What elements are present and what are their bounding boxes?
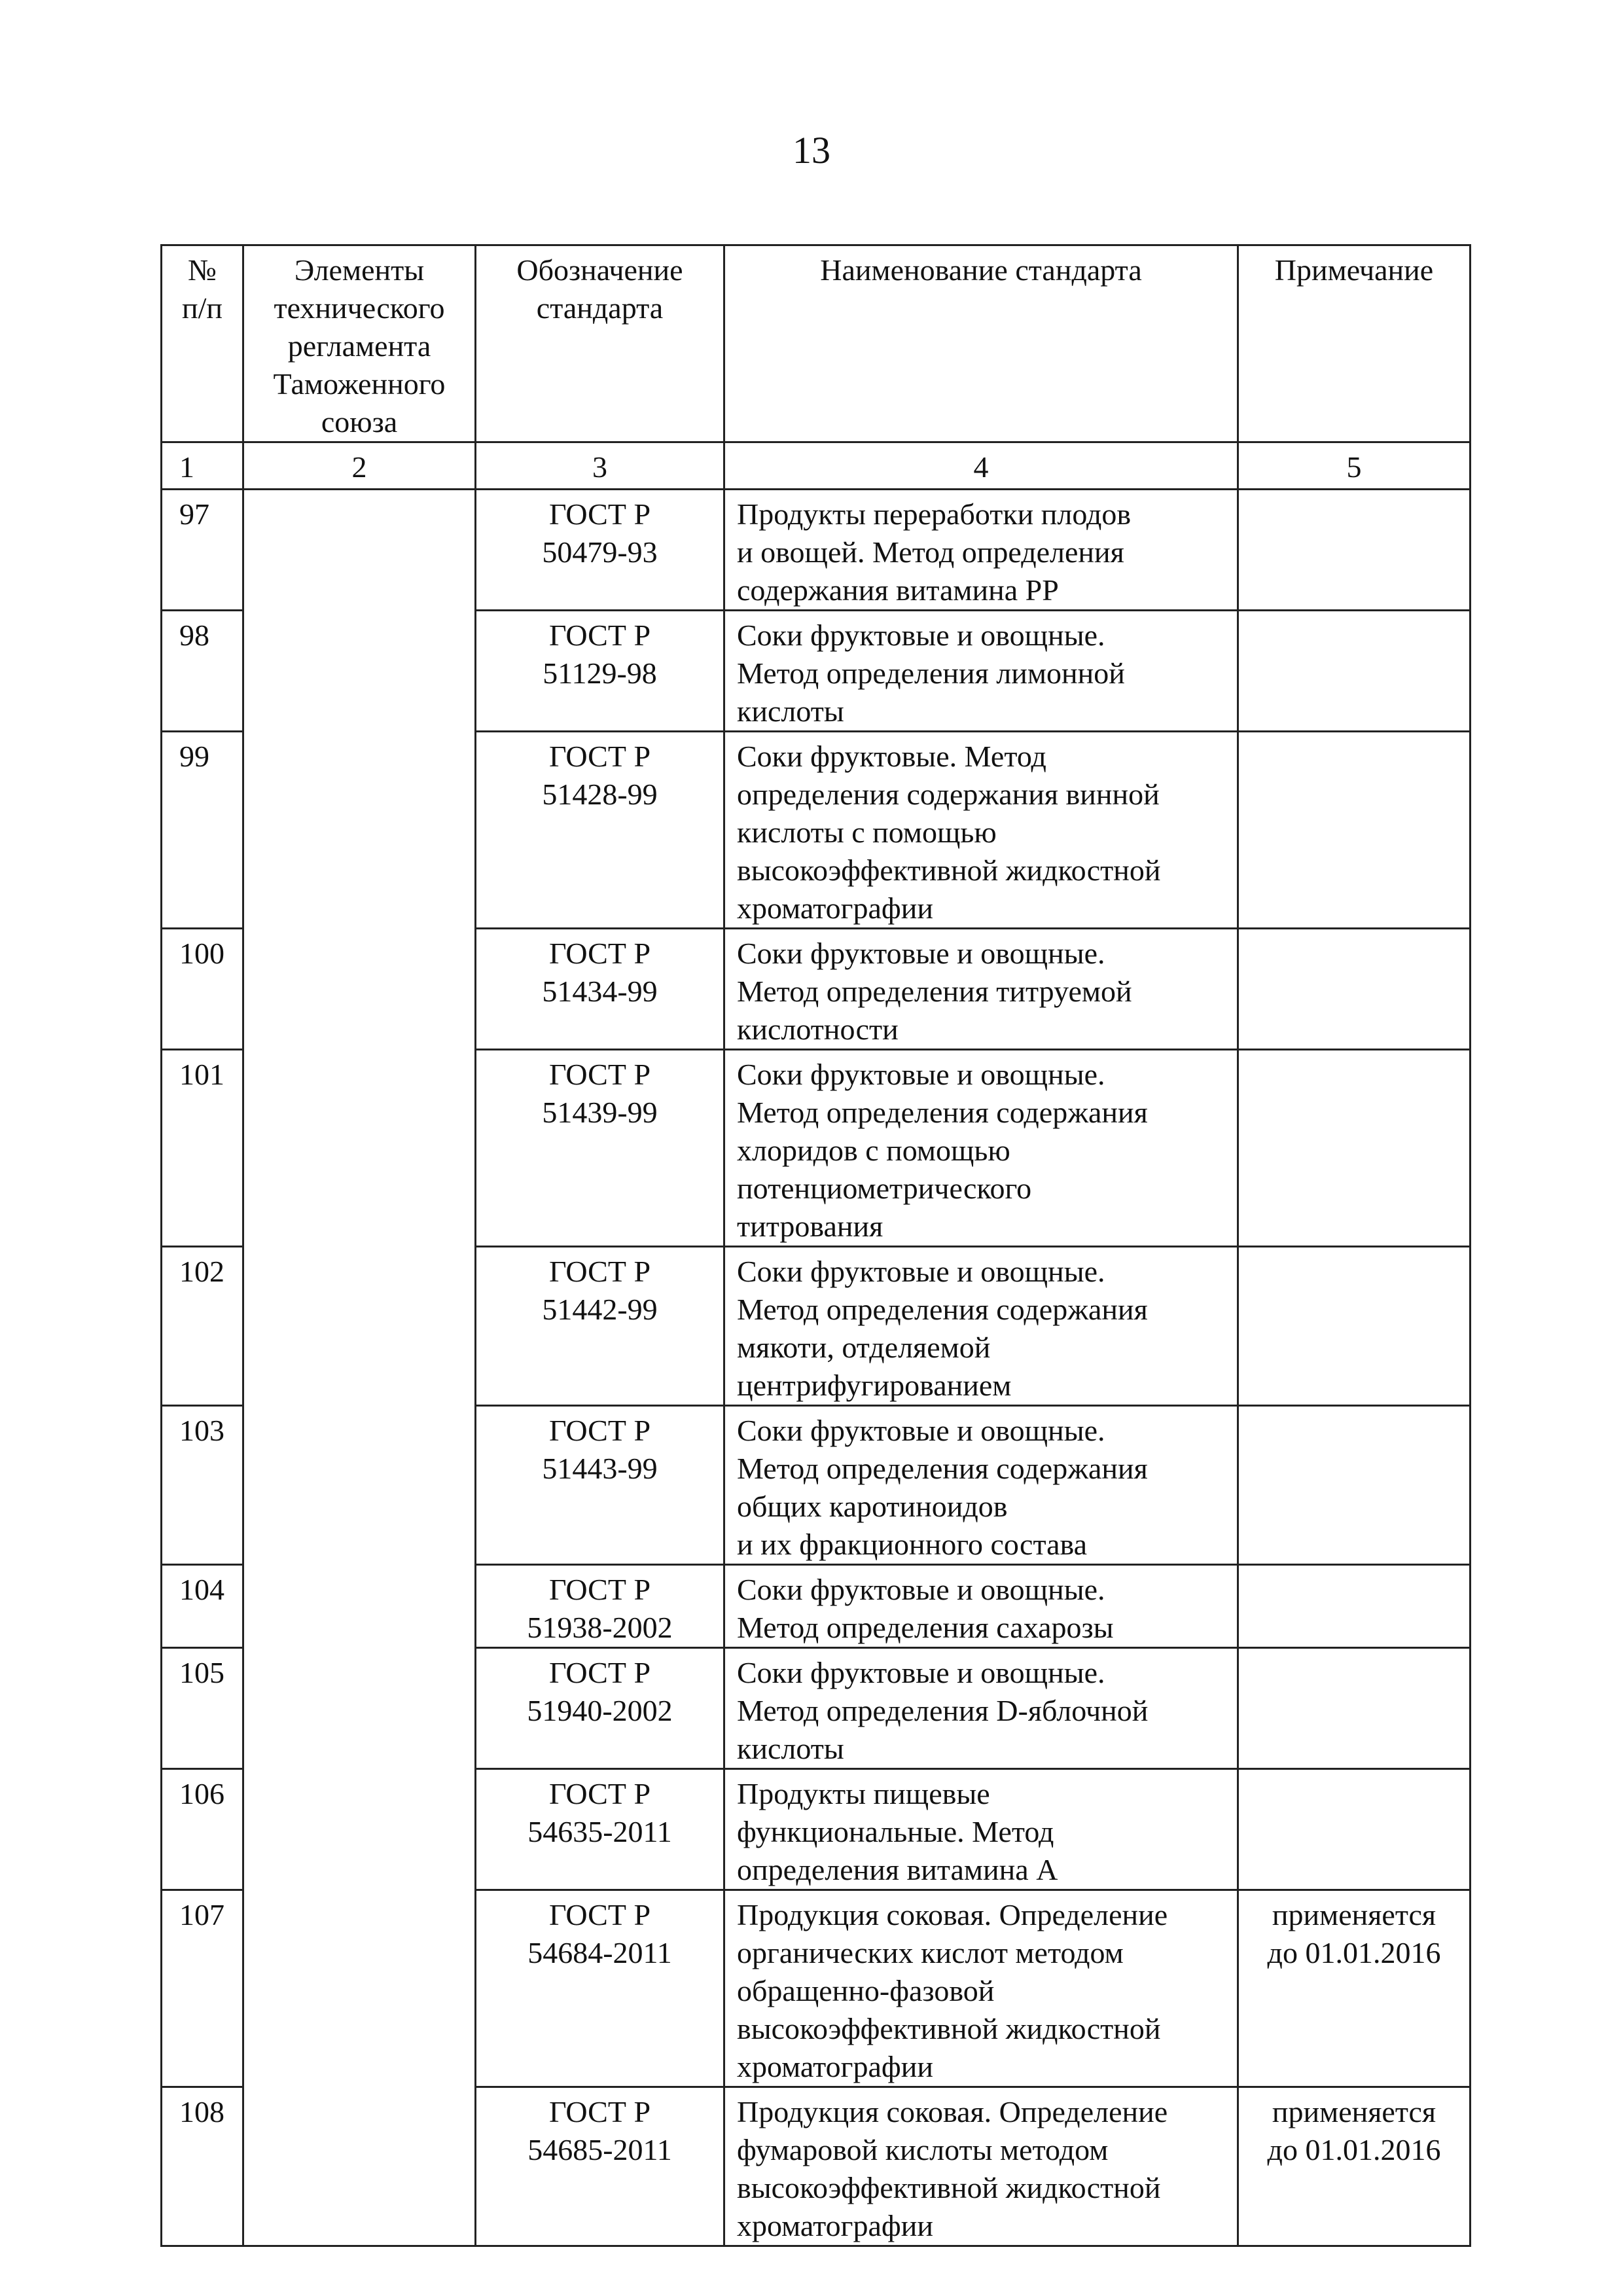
standard-note [1238, 1247, 1471, 1406]
standard-name-line: определения содержания винной [737, 778, 1160, 811]
standard-name [724, 1406, 1238, 1565]
standard-note [1238, 929, 1471, 1050]
standard-name-line: Соки фруктовые и овощные. [737, 937, 1105, 970]
standard-name-line: Соки фруктовые. Метод [737, 740, 1046, 773]
header-note: Примечание [1238, 245, 1471, 442]
note-line: до 01.01.2016 [1267, 1936, 1441, 1969]
designation-line: 51442-99 [542, 1293, 658, 1326]
standard-name-line: Метод определения содержания [737, 1452, 1148, 1485]
designation-line: ГОСТ Р [548, 740, 651, 773]
standard-name-line: мякоти, отделяемой [737, 1331, 991, 1364]
standard-note [1238, 732, 1471, 929]
row-number: 102 [162, 1247, 243, 1406]
row-number: 106 [162, 1769, 243, 1890]
standard-name-line: хроматографии [737, 891, 933, 925]
standard-note [1238, 490, 1471, 611]
standard-name-line: функциональные. Метод [737, 1815, 1054, 1848]
row-number: 99 [162, 732, 243, 929]
row-number: 97 [162, 490, 243, 611]
standard-note [1238, 1406, 1471, 1565]
standard-designation [476, 1050, 724, 1247]
standard-name [724, 1565, 1238, 1648]
designation-line: 51938-2002 [527, 1611, 673, 1644]
standard-designation [476, 929, 724, 1050]
designation-line: 51129-98 [543, 656, 657, 690]
standard-designation [476, 1565, 724, 1648]
standard-name-line: Метод определения содержания [737, 1293, 1148, 1326]
standard-name [724, 1769, 1238, 1890]
designation-line: ГОСТ Р [548, 1898, 651, 1931]
standard-name-line: Продукция соковая. Определение [737, 2095, 1168, 2128]
designation-line: ГОСТ Р [548, 1255, 651, 1288]
standard-name-line: и овощей. Метод определения [737, 535, 1124, 569]
note-line: применяется [1272, 2095, 1436, 2128]
standard-name [724, 732, 1238, 929]
designation-line: 54635-2011 [527, 1815, 672, 1848]
designation-line: 51940-2002 [527, 1694, 673, 1727]
standard-note [1238, 1565, 1471, 1648]
standard-name-line: Метод определения титруемой [737, 975, 1132, 1008]
standards-table [160, 244, 1471, 2247]
standard-name [724, 929, 1238, 1050]
standard-name-line: общих каротиноидов [737, 1490, 1008, 1523]
standard-name-line: Соки фруктовые и овощные. [737, 1656, 1105, 1689]
standard-designation [476, 2087, 724, 2246]
standard-name-line: органических кислот методом [737, 1936, 1124, 1969]
standard-designation [476, 611, 724, 732]
designation-line: 54685-2011 [527, 2133, 672, 2166]
header-designation: Обозначение стандарта [476, 245, 724, 442]
column-number-row [162, 442, 1471, 490]
column-number: 3 [476, 442, 724, 490]
regulation-elements-cell [243, 490, 476, 2246]
designation-line: ГОСТ Р [548, 1058, 651, 1091]
standard-name-line: титрования [737, 1210, 883, 1243]
designation-line: 51434-99 [542, 975, 658, 1008]
designation-line: ГОСТ Р [548, 497, 651, 531]
standard-note [1238, 1890, 1471, 2087]
column-number: 4 [724, 442, 1238, 490]
table-row [162, 490, 1471, 611]
standard-name-line: потенциометрического [737, 1172, 1032, 1205]
standard-name-line: Метод определения D-яблочной [737, 1694, 1149, 1727]
standard-name-line: хроматографии [737, 2209, 933, 2242]
note-line: до 01.01.2016 [1267, 2133, 1441, 2166]
header-name: Наименование стандарта [724, 245, 1238, 442]
column-number: 2 [243, 442, 476, 490]
standard-name [724, 611, 1238, 732]
standard-name-line: хроматографии [737, 2050, 933, 2083]
standard-name-line: Метод определения сахарозы [737, 1611, 1114, 1644]
standard-note [1238, 1050, 1471, 1247]
standard-designation [476, 1648, 724, 1769]
designation-line: ГОСТ Р [548, 1573, 651, 1606]
standard-name-line: обращенно-фазовой [737, 1974, 995, 2007]
designation-line: ГОСТ Р [548, 1414, 651, 1447]
standard-designation [476, 1247, 724, 1406]
standard-note [1238, 1648, 1471, 1769]
standard-designation [476, 490, 724, 611]
standard-name-line: определения витамина А [737, 1853, 1058, 1886]
standard-name-line: Продукты пищевые [737, 1777, 990, 1810]
standard-name-line: кислоты с помощью [737, 816, 997, 849]
standard-note [1238, 2087, 1471, 2246]
standard-designation [476, 1890, 724, 2087]
standard-name-line: высокоэффективной жидкостной [737, 2012, 1161, 2045]
designation-line: ГОСТ Р [548, 937, 651, 970]
standard-name-line: и их фракционного состава [737, 1528, 1088, 1561]
row-number: 100 [162, 929, 243, 1050]
standard-name-line: фумаровой кислоты методом [737, 2133, 1109, 2166]
standard-name [724, 490, 1238, 611]
standard-name-line: Продукция соковая. Определение [737, 1898, 1168, 1931]
standard-name-line: Метод определения лимонной [737, 656, 1125, 690]
designation-line: ГОСТ Р [548, 2095, 651, 2128]
designation-line: ГОСТ Р [548, 619, 651, 652]
standard-name-line: Метод определения содержания [737, 1096, 1148, 1129]
column-number: 1 [162, 442, 243, 490]
header-num: № п/п [162, 245, 243, 442]
row-number: 108 [162, 2087, 243, 2246]
standard-name-line: высокоэффективной жидкостной [737, 2171, 1161, 2204]
standard-name-line: Продукты переработки плодов [737, 497, 1132, 531]
row-number: 98 [162, 611, 243, 732]
standard-designation [476, 1769, 724, 1890]
standard-name-line: Соки фруктовые и овощные. [737, 1058, 1105, 1091]
designation-line: 51428-99 [542, 778, 658, 811]
note-line: применяется [1272, 1898, 1436, 1931]
standard-name [724, 1247, 1238, 1406]
designation-line: 50479-93 [542, 535, 658, 569]
standard-note [1238, 1769, 1471, 1890]
row-number: 107 [162, 1890, 243, 2087]
standard-name-line: Соки фруктовые и овощные. [737, 1414, 1105, 1447]
designation-line: 51443-99 [542, 1452, 658, 1485]
standard-designation [476, 1406, 724, 1565]
header-elements: Элементы технического регламента Таможенного союза [243, 245, 476, 442]
standard-name-line: содержания витамина РР [737, 573, 1059, 607]
row-number: 105 [162, 1648, 243, 1769]
standard-name [724, 1050, 1238, 1247]
standard-name [724, 1648, 1238, 1769]
standard-name-line: Соки фруктовые и овощные. [737, 1573, 1105, 1606]
standard-name [724, 1890, 1238, 2087]
standard-name-line: Соки фруктовые и овощные. [737, 1255, 1105, 1288]
page-number: 13 [793, 129, 830, 171]
row-number: 103 [162, 1406, 243, 1565]
standard-name-line: центрифугированием [737, 1369, 1012, 1402]
designation-line: 51439-99 [542, 1096, 658, 1129]
standard-name-line: хлоридов с помощью [737, 1134, 1010, 1167]
standard-name-line: высокоэффективной жидкостной [737, 853, 1161, 887]
row-number: 101 [162, 1050, 243, 1247]
column-number: 5 [1238, 442, 1471, 490]
designation-line: 54684-2011 [527, 1936, 672, 1969]
standard-name-line: Соки фруктовые и овощные. [737, 619, 1105, 652]
designation-line: ГОСТ Р [548, 1777, 651, 1810]
standard-designation [476, 732, 724, 929]
row-number: 104 [162, 1565, 243, 1648]
standard-note [1238, 611, 1471, 732]
standard-name-line: кислоты [737, 1732, 844, 1765]
table-header-row [162, 245, 1471, 442]
standard-name-line: кислоты [737, 694, 844, 728]
standard-name [724, 2087, 1238, 2246]
designation-line: ГОСТ Р [548, 1656, 651, 1689]
standard-name-line: кислотности [737, 1013, 899, 1046]
